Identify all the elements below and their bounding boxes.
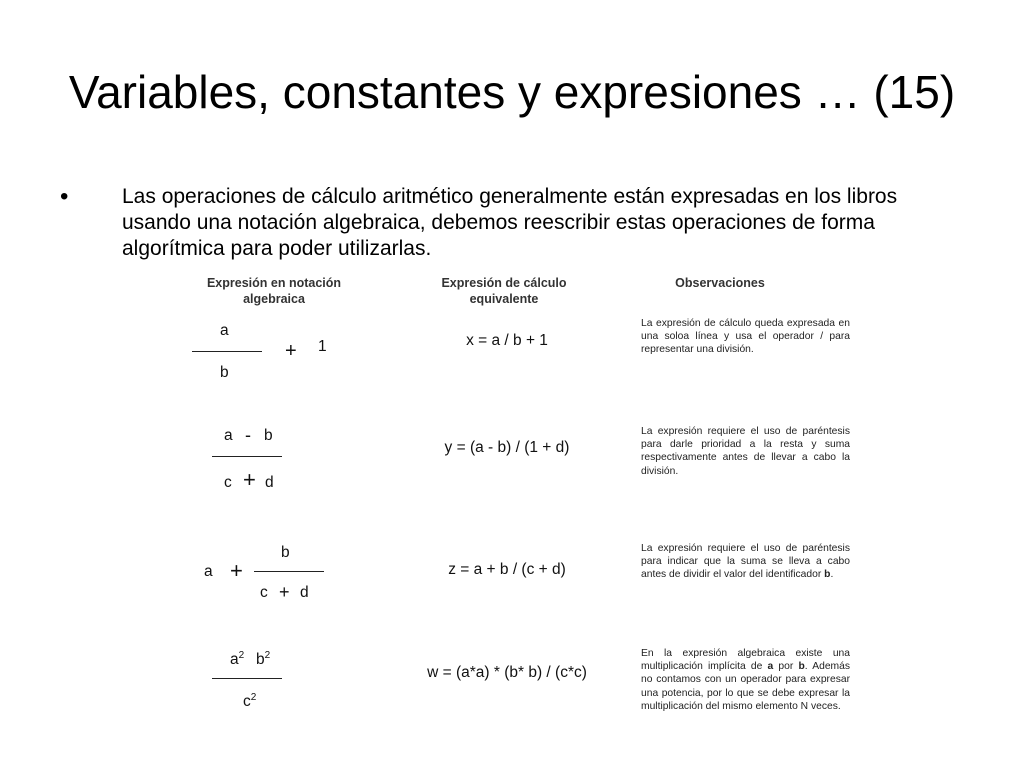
plus-operator: + (243, 467, 256, 492)
header-algebraic-expression: Expresión en notación algebraica (206, 276, 342, 306)
leading-term: a (204, 563, 213, 580)
denominator: b (220, 364, 229, 381)
numerator-a-squared: $a^2$ (230, 650, 245, 669)
header-observations: Observaciones (675, 276, 765, 290)
fraction-bar (212, 678, 282, 679)
numerator-a: a (224, 427, 233, 444)
observation-1: La expresión de cálculo queda expresada en una soloa línea y usa el operador / para representar una división. (641, 318, 850, 356)
denominator-c-squared: $c^2$ (243, 692, 257, 711)
numerator-b: b (264, 427, 273, 444)
numerator: a (220, 322, 229, 339)
observation-4: En la expresión algebraica existe una multiplicación implícita de a por b. Además no contamos con un operador para expresar una potencia, por lo que se debe expresar la multiplicación del mismo elemento N veces. (641, 648, 850, 712)
fraction-bar (212, 456, 282, 457)
denominator-c: c (260, 584, 268, 601)
calc-expression-3: z = a + b / (c + d) (448, 561, 566, 578)
constant: 1 (318, 338, 327, 355)
plus-operator: + (285, 340, 297, 362)
fraction-bar (192, 351, 262, 352)
calc-expression-4: w = (a*a) * (b* b) / (c*c) (427, 664, 587, 681)
fraction-bar (254, 571, 324, 572)
observation-3: La expresión requiere el uso de paréntesis para indicar que la suma se lleva a cabo antes de dividir el valor del identificador b. (641, 543, 850, 581)
minus-operator: - (245, 425, 251, 445)
plus-operator: + (279, 582, 290, 602)
calc-expression-1: x = a / b + 1 (466, 332, 548, 349)
observation-2: La expresión requiere el uso de paréntesis para darle prioridad a la resta y suma respectivamente antes de llevar a cabo la división. (641, 426, 850, 477)
slide-title: Variables, constantes y expresiones … (15) (68, 66, 956, 118)
numerator-b-squared: $b^2$ (256, 650, 271, 669)
denominator-d: d (265, 474, 274, 491)
numerator: b (281, 544, 290, 561)
bullet-marker: • (60, 183, 69, 210)
calc-expression-2: y = (a - b) / (1 + d) (444, 439, 570, 456)
bullet-text: Las operaciones de cálculo aritmético generalmente están expresadas en los libros usando una notación algebraica, debemos reescribir estas operaciones de forma algorítmica para poder utilizarlas. (122, 185, 898, 260)
plus-operator: + (230, 558, 243, 583)
denominator-d: d (300, 584, 309, 601)
header-calc-expression: Expresión de cálculo equivalente (441, 276, 567, 306)
denominator-c: c (224, 474, 232, 491)
